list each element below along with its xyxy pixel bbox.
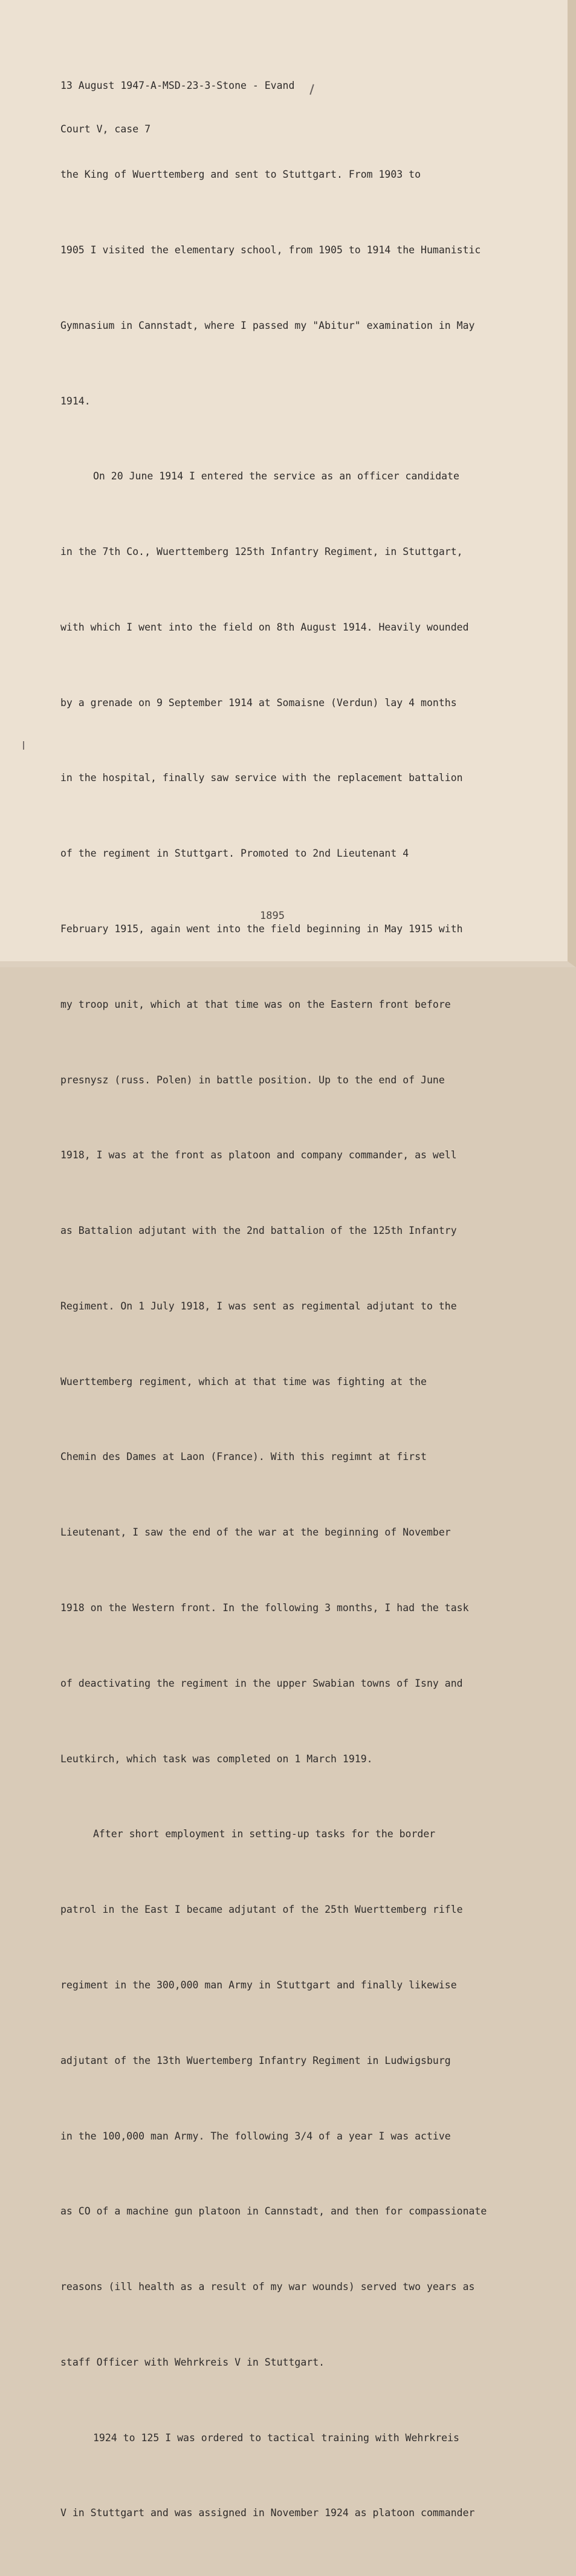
body-line: Regiment. On 1 July 1918, I was sent as regimental adjutant to the	[60, 1300, 457, 1312]
typed-body	[60, 112, 487, 2576]
body-line: February 1915, again went into the field beginning in May 1915 with	[60, 923, 463, 935]
body-line: Lieutenant, I saw the end of the war at the beginning of November	[60, 1526, 451, 1539]
body-line: 1905 I visited the elementary school, from 1905 to 1914 the Humanistic	[60, 244, 481, 256]
body-line: Wuerttemberg regiment, which at that time was fighting at the	[60, 1375, 427, 1387]
body-line: V in Stuttgart and was assigned in November 1924 as platoon commander	[60, 2507, 475, 2519]
body-line: of the regiment in Stuttgart. Promoted to 2nd Lieutenant 4	[60, 848, 409, 860]
body-line: in the hospital, finally saw service with the replacement battalion	[60, 772, 463, 784]
body-line: as CO of a machine gun platoon in Cannstadt, and then for compassionate	[60, 2205, 487, 2218]
body-line: in the 7th Co., Wuerttemberg 125th Infantry Regiment, in Stuttgart,	[60, 546, 463, 558]
body-line: 1918, I was at the front as platoon and company commander, as well	[60, 1149, 457, 1161]
body-line: in the 100,000 man Army. The following 3/4 of a year I was active	[60, 2130, 451, 2142]
body-line: On 20 June 1914 I entered the service as an officer candidate	[93, 470, 459, 482]
body-line: adjutant of the 13th Wuertemberg Infantry Regiment in Ludwigsburg	[60, 2054, 451, 2066]
body-line: Gymnasium in Cannstadt, where I passed my "Abitur" examination in May	[60, 319, 475, 331]
body-line: Chemin des Dames at Laon (France). With this regimnt at first	[60, 1451, 427, 1463]
body-line: After short employment in setting-up tasks for the border	[93, 1828, 436, 1840]
body-line: of deactivating the regiment in the upper Swabian towns of Isny and	[60, 1677, 463, 1689]
body-line: Leutkirch, which task was completed on 1 March 1919.	[60, 1753, 373, 1765]
header-line-court: Court V, case 7	[60, 123, 151, 135]
body-line: by a grenade on 9 September 1914 at Somaisne (Verdun) lay 4 months	[60, 696, 457, 709]
body-line: 1914.	[60, 395, 91, 407]
body-line: 1918 on the Western front. In the following 3 months, I had the task	[60, 1602, 469, 1614]
body-line: 1924 to 125 I was ordered to tactical training with Wehrkreis	[93, 2432, 459, 2444]
body-line: my troop unit, which at that time was on the Eastern front before	[60, 998, 451, 1010]
body-line: patrol in the East I became adjutant of the 25th Wuerttemberg rifle	[60, 1904, 463, 1916]
header-line-date-case: 13 August 1947-A-MSD-23-3-Stone - Evand	[60, 80, 295, 91]
body-line: the King of Wuerttemberg and sent to Stuttgart. From 1903 to	[60, 169, 421, 181]
body-line: as Battalion adjutant with the 2nd battalion of the 125th Infantry	[60, 1225, 457, 1237]
pen-mark	[309, 84, 314, 95]
margin-mark	[23, 741, 24, 750]
page-number: 1895	[260, 910, 285, 922]
body-line: presnysz (russ. Polen) in battle position. Up to the end of June	[60, 1074, 445, 1086]
body-line: reasons (ill health as a result of my war wounds) served two years as	[60, 2281, 475, 2293]
body-line: staff Officer with Wehrkreis V in Stuttgart.	[60, 2356, 325, 2368]
body-line: regiment in the 300,000 man Army in Stuttgart and finally likewise	[60, 1979, 457, 1991]
body-line: with which I went into the field on 8th August 1914. Heavily wounded	[60, 621, 469, 633]
